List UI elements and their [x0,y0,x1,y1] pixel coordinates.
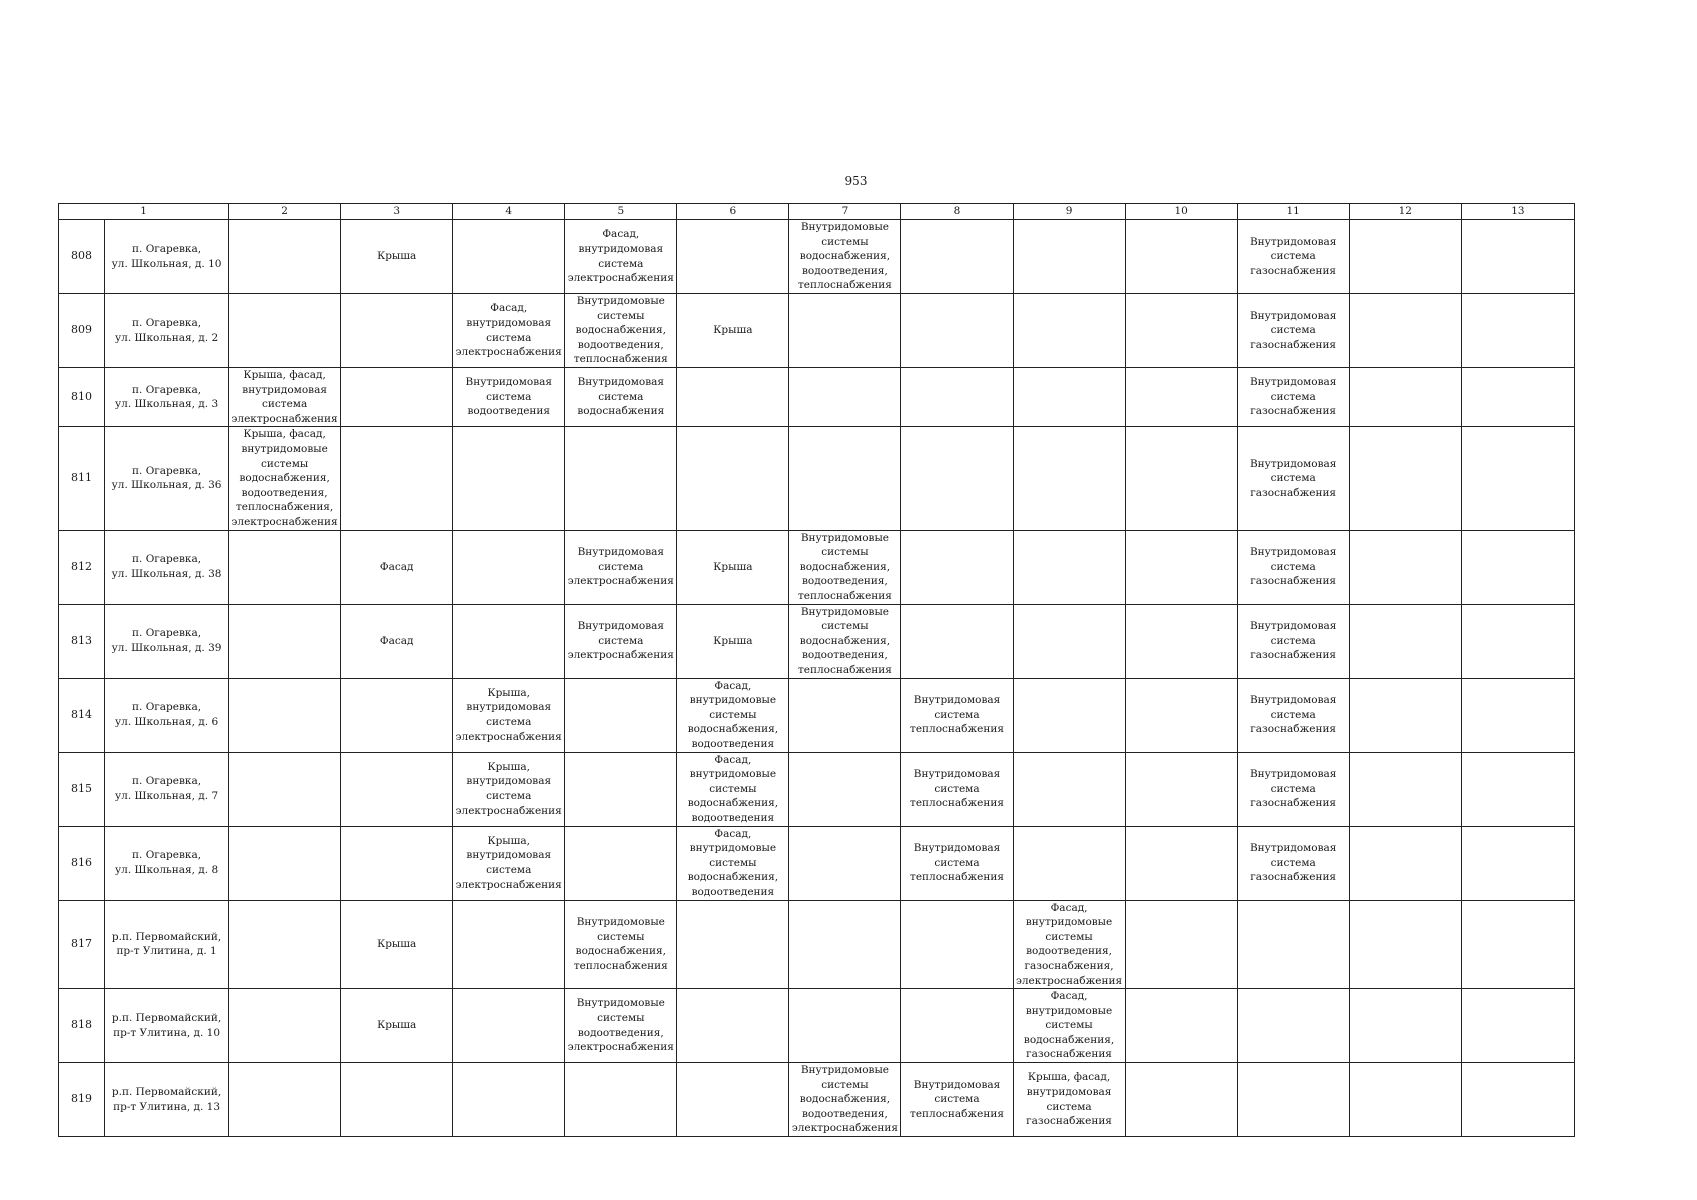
work-cell-col-11 [1237,1063,1349,1137]
work-cell-col-10 [1125,368,1237,427]
work-cell-col-3: Крыша [341,989,453,1063]
table-row [59,368,1575,427]
address-cell: п. Огаревка, ул. Школьная, д. 8 [105,826,229,900]
column-header: 10 [1125,204,1237,220]
address-cell: п. Огаревка, ул. Школьная, д. 3 [105,368,229,427]
work-cell-col-10 [1125,604,1237,678]
work-cell-col-6: Крыша [677,604,789,678]
work-cell-col-11: Внутридомовая система газоснабжения [1237,530,1349,604]
row-number-cell: 814 [59,678,105,752]
work-cell-col-6 [677,368,789,427]
work-cell-col-7 [789,752,901,826]
work-cell-col-13 [1461,678,1574,752]
work-cell-col-9 [1013,752,1125,826]
work-cell-col-5: Внутридомовые системы водоотведения, электроснабжения [565,989,677,1063]
work-cell-col-3: Крыша [341,220,453,294]
work-cell-col-5: Фасад, внутридомовая система электроснабжения [565,220,677,294]
work-cell-col-5: Внутридомовая система водоснабжения [565,368,677,427]
work-cell-col-12 [1349,368,1461,427]
work-cell-col-9: Крыша, фасад, внутридомовая система газоснабжения [1013,1063,1125,1137]
work-cell-col-11: Внутридомовая система газоснабжения [1237,826,1349,900]
address-cell: п. Огаревка, ул. Школьная, д. 36 [105,427,229,530]
table-row [59,678,1575,752]
table-row [59,604,1575,678]
table-row [59,530,1575,604]
row-number-cell: 816 [59,826,105,900]
work-cell-col-3 [341,752,453,826]
work-cell-col-3 [341,1063,453,1137]
work-cell-col-12 [1349,427,1461,530]
work-cell-col-9 [1013,530,1125,604]
work-cell-col-7: Внутридомовые системы водоснабжения, водоотведения, теплоснабжения [789,530,901,604]
column-header: 4 [453,204,565,220]
work-cell-col-3 [341,678,453,752]
work-cell-col-8: Внутридомовая система теплоснабжения [901,678,1013,752]
work-cell-col-5 [565,427,677,530]
work-cell-col-13 [1461,530,1574,604]
work-cell-col-11: Внутридомовая система газоснабжения [1237,427,1349,530]
work-cell-col-12 [1349,294,1461,368]
address-cell: п. Огаревка, ул. Школьная, д. 2 [105,294,229,368]
work-cell-col-3 [341,427,453,530]
work-cell-col-11: Внутридомовая система газоснабжения [1237,604,1349,678]
work-cell-col-7 [789,368,901,427]
work-cell-col-3 [341,294,453,368]
work-cell-col-4: Крыша, внутридомовая система электроснабжения [453,678,565,752]
row-number-cell: 818 [59,989,105,1063]
work-cell-col-11 [1237,989,1349,1063]
work-cell-col-6 [677,989,789,1063]
table-row [59,220,1575,294]
work-cell-col-8 [901,368,1013,427]
work-cell-col-4 [453,220,565,294]
work-cell-col-11: Внутридомовая система газоснабжения [1237,678,1349,752]
address-cell: р.п. Первомайский, пр-т Улитина, д. 1 [105,900,229,989]
work-cell-col-8 [901,530,1013,604]
work-cell-col-3: Крыша [341,900,453,989]
work-cell-col-3: Фасад [341,604,453,678]
work-cell-col-7 [789,989,901,1063]
work-cell-col-9: Фасад, внутридомовые системы водоснабжения, газоснабжения [1013,989,1125,1063]
table-row [59,900,1575,989]
column-header: 1 [59,204,229,220]
row-number-cell: 810 [59,368,105,427]
work-cell-col-11: Внутридомовая система газоснабжения [1237,294,1349,368]
work-cell-col-12 [1349,1063,1461,1137]
work-cell-col-9 [1013,368,1125,427]
work-cell-col-4 [453,530,565,604]
header-row [59,204,1575,220]
table-row [59,294,1575,368]
work-cell-col-11: Внутридомовая система газоснабжения [1237,368,1349,427]
work-cell-col-6 [677,427,789,530]
work-cell-col-11: Внутридомовая система газоснабжения [1237,752,1349,826]
work-cell-col-12 [1349,530,1461,604]
work-cell-col-8 [901,989,1013,1063]
work-cell-col-8 [901,294,1013,368]
work-cell-col-5: Внутридомовые системы водоснабжения, водоотведения, теплоснабжения [565,294,677,368]
work-cell-col-3 [341,368,453,427]
table-row [59,427,1575,530]
work-cell-col-10 [1125,530,1237,604]
work-cell-col-12 [1349,752,1461,826]
work-cell-col-9 [1013,427,1125,530]
work-cell-col-12 [1349,678,1461,752]
table-row [59,1063,1575,1137]
work-cell-col-4 [453,427,565,530]
work-cell-col-4: Крыша, внутридомовая система электроснабжения [453,826,565,900]
work-cell-col-8: Внутридомовая система теплоснабжения [901,752,1013,826]
column-header: 8 [901,204,1013,220]
work-cell-col-2: Крыша, фасад, внутридомовая система электроснабжения [229,368,341,427]
work-cell-col-9 [1013,604,1125,678]
work-cell-col-13 [1461,604,1574,678]
work-cell-col-7: Внутридомовые системы водоснабжения, водоотведения, теплоснабжения [789,604,901,678]
work-cell-col-5: Внутридомовая система электроснабжения [565,604,677,678]
column-header: 7 [789,204,901,220]
work-cell-col-13 [1461,294,1574,368]
column-header: 5 [565,204,677,220]
work-cell-col-7 [789,900,901,989]
work-cell-col-9 [1013,678,1125,752]
work-cell-col-7 [789,678,901,752]
column-header: 2 [229,204,341,220]
column-header: 6 [677,204,789,220]
work-cell-col-5 [565,1063,677,1137]
work-cell-col-6 [677,900,789,989]
column-header: 13 [1461,204,1574,220]
work-cell-col-3: Фасад [341,530,453,604]
row-number-cell: 813 [59,604,105,678]
work-cell-col-6: Крыша [677,530,789,604]
work-cell-col-4 [453,900,565,989]
work-cell-col-12 [1349,989,1461,1063]
work-cell-col-13 [1461,826,1574,900]
work-cell-col-7: Внутридомовые системы водоснабжения, водоотведения, электроснабжения [789,1063,901,1137]
work-cell-col-2 [229,604,341,678]
row-number-cell: 815 [59,752,105,826]
work-cell-col-2 [229,530,341,604]
work-cell-col-10 [1125,427,1237,530]
address-cell: п. Огаревка, ул. Школьная, д. 7 [105,752,229,826]
work-cell-col-5 [565,678,677,752]
work-cell-col-7: Внутридомовые системы водоснабжения, водоотведения, теплоснабжения [789,220,901,294]
work-cell-col-10 [1125,826,1237,900]
row-number-cell: 808 [59,220,105,294]
work-cell-col-10 [1125,752,1237,826]
work-cell-col-2 [229,1063,341,1137]
work-cell-col-4 [453,1063,565,1137]
address-cell: р.п. Первомайский, пр-т Улитина, д. 10 [105,989,229,1063]
table-row [59,752,1575,826]
work-cell-col-9: Фасад, внутридомовые системы водоотведения, газоснабжения, электроснабжения [1013,900,1125,989]
work-cell-col-6 [677,220,789,294]
work-cell-col-12 [1349,604,1461,678]
row-number-cell: 812 [59,530,105,604]
work-cell-col-4: Крыша, внутридомовая система электроснабжения [453,752,565,826]
work-cell-col-13 [1461,368,1574,427]
work-cell-col-2 [229,220,341,294]
work-cell-col-4: Внутридомовая система водоотведения [453,368,565,427]
work-cell-col-2 [229,826,341,900]
work-cell-col-7 [789,294,901,368]
column-header: 3 [341,204,453,220]
work-cell-col-6: Фасад, внутридомовые системы водоснабжения, водоотведения [677,752,789,826]
work-cell-col-7 [789,826,901,900]
work-cell-col-9 [1013,220,1125,294]
table-row [59,826,1575,900]
work-cell-col-10 [1125,678,1237,752]
work-cell-col-6 [677,1063,789,1137]
work-cell-col-5: Внутридомовые системы водоснабжения, теплоснабжения [565,900,677,989]
work-cell-col-8 [901,427,1013,530]
work-cell-col-2 [229,294,341,368]
address-cell: п. Огаревка, ул. Школьная, д. 38 [105,530,229,604]
work-cell-col-8 [901,604,1013,678]
work-cell-col-5: Внутридомовая система электроснабжения [565,530,677,604]
work-cell-col-2: Крыша, фасад, внутридомовые системы водоснабжения, водоотведения, теплоснабжения, электроснабжения [229,427,341,530]
column-header: 11 [1237,204,1349,220]
repair-schedule-table [58,203,1575,1137]
work-cell-col-9 [1013,826,1125,900]
work-cell-col-4: Фасад, внутридомовая система электроснабжения [453,294,565,368]
work-cell-col-8: Внутридомовая система теплоснабжения [901,826,1013,900]
work-cell-col-2 [229,900,341,989]
work-cell-col-7 [789,427,901,530]
address-cell: п. Огаревка, ул. Школьная, д. 39 [105,604,229,678]
work-cell-col-4 [453,989,565,1063]
row-number-cell: 817 [59,900,105,989]
row-number-cell: 819 [59,1063,105,1137]
work-cell-col-8: Внутридомовая система теплоснабжения [901,1063,1013,1137]
work-cell-col-13 [1461,1063,1574,1137]
page-number: 953 [844,174,868,188]
work-cell-col-6: Фасад, внутридомовые системы водоснабжения, водоотведения [677,826,789,900]
column-header: 12 [1349,204,1461,220]
table-row [59,989,1575,1063]
work-cell-col-12 [1349,900,1461,989]
work-cell-col-4 [453,604,565,678]
work-cell-col-13 [1461,989,1574,1063]
work-cell-col-13 [1461,900,1574,989]
work-cell-col-2 [229,752,341,826]
work-cell-col-10 [1125,294,1237,368]
work-cell-col-2 [229,678,341,752]
work-cell-col-10 [1125,989,1237,1063]
work-cell-col-8 [901,220,1013,294]
address-cell: р.п. Первомайский, пр-т Улитина, д. 13 [105,1063,229,1137]
row-number-cell: 809 [59,294,105,368]
column-header: 9 [1013,204,1125,220]
address-cell: п. Огаревка, ул. Школьная, д. 6 [105,678,229,752]
work-cell-col-13 [1461,220,1574,294]
work-cell-col-2 [229,989,341,1063]
work-cell-col-13 [1461,752,1574,826]
work-cell-col-6: Фасад, внутридомовые системы водоснабжения, водоотведения [677,678,789,752]
work-cell-col-10 [1125,1063,1237,1137]
address-cell: п. Огаревка, ул. Школьная, д. 10 [105,220,229,294]
work-cell-col-9 [1013,294,1125,368]
work-cell-col-13 [1461,427,1574,530]
work-cell-col-11: Внутридомовая система газоснабжения [1237,220,1349,294]
work-cell-col-5 [565,826,677,900]
work-cell-col-12 [1349,826,1461,900]
work-cell-col-10 [1125,900,1237,989]
work-cell-col-10 [1125,220,1237,294]
work-cell-col-3 [341,826,453,900]
work-cell-col-6: Крыша [677,294,789,368]
work-cell-col-8 [901,900,1013,989]
work-cell-col-5 [565,752,677,826]
row-number-cell: 811 [59,427,105,530]
work-cell-col-11 [1237,900,1349,989]
work-cell-col-12 [1349,220,1461,294]
